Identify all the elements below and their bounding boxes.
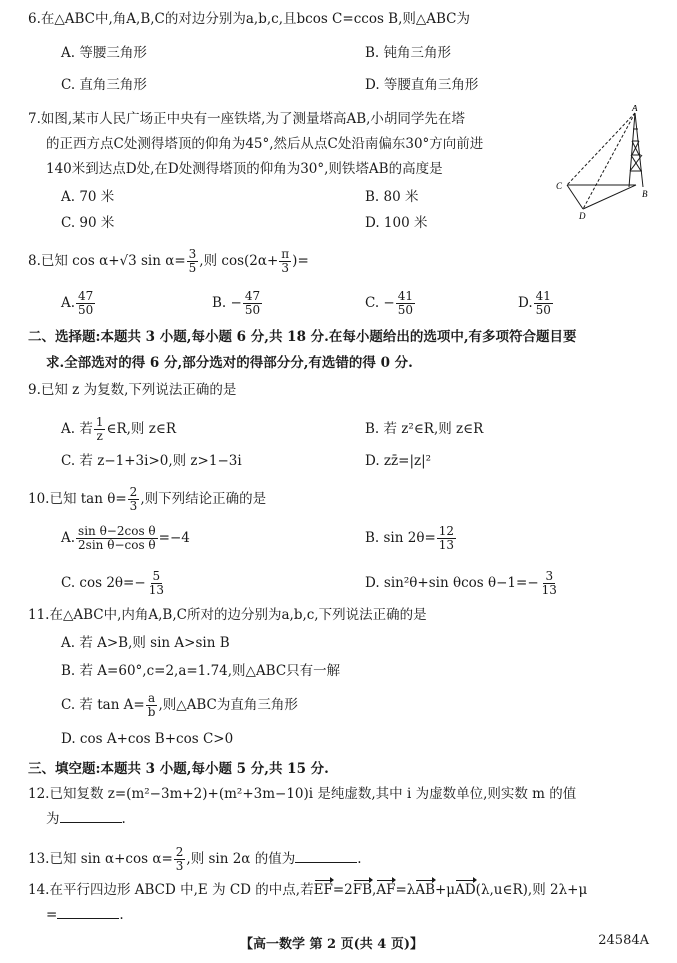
label-c: C [556,181,563,191]
q7-option-a: A. 70 米 [61,189,115,205]
q10-den: 3 [129,499,138,513]
q12-post: . [121,811,126,827]
section-2-line-2: 求.全部选对的得 6 分,部分选对的得部分分,有选错的得 0 分. [46,355,413,371]
q6-option-b: B. 钝角三角形 [365,45,452,61]
q13-num: 2 [175,845,184,859]
q8-option-c [365,290,416,317]
q8-stem [28,248,309,275]
q6-option-d: D. 等腰直角三角形 [365,77,479,93]
q11-option-c [61,692,298,719]
q8-b-num: 47 [244,289,261,303]
q8-b-pre: B. − [212,295,242,311]
q10-a-num: sin θ−2cos θ [78,524,156,538]
q13-stem [28,846,362,873]
q10-a-den: 2sin θ−cos θ [78,538,156,552]
q13-answer-blank [295,850,357,863]
q9-a-pre: A. 若 [61,421,93,437]
q9-option-a [61,416,176,443]
q10-a-post: =−4 [158,530,190,546]
q10-a-pre: A. [61,530,76,546]
q10-d-num: 3 [545,569,554,583]
q8-given-num: 3 [188,247,197,261]
q10-post: ,则下列结论正确的是 [140,491,267,507]
section-2-line-1: 二、选择题:本题共 3 小题,每小题 6 分,共 18 分.在每小题给出的选项中,有多项符合题目要 [28,329,577,345]
q9-a-den: z [96,429,103,443]
vector-fb: FB [352,882,373,898]
q10-c-num: 5 [152,569,161,583]
q9-option-b: B. 若 z²∈R,则 z∈R [365,421,484,437]
q8-c-num: 41 [397,289,414,303]
q10-b-pre: B. sin 2θ= [365,530,436,546]
q8-given-fraction [187,248,199,275]
q12-answer-blank [60,810,122,823]
label-b: B [642,189,648,199]
q8-d-pre: D. [518,295,533,311]
q10-option-d [365,570,560,597]
q8-c-pre: C. − [365,295,395,311]
q14-pre: 14.在平行四边形 ABCD 中,E 为 CD 的中点,若 [28,882,314,898]
q14-post: (λ,u∈R),则 2λ+μ [475,882,588,898]
q10-d-den: 13 [541,583,557,597]
footer-page-info: 【高一数学 第 2 页(共 4 页)】 [240,937,424,952]
footer-exam-code: 24584A [598,933,649,948]
q8-option-d [518,290,554,317]
q7-line-3: 140米到达点D处,在D处测得塔顶的仰角为30°,则铁塔AB的高度是 [46,161,443,177]
q9-stem: 9.已知 z 为复数,下列说法正确的是 [28,382,237,398]
q12-pre: 为 [46,811,60,827]
q8-pre: 8.已知 cos α+√3 sin α= [28,253,186,269]
q14-line-2 [46,906,124,924]
q8-pi-fraction [279,248,291,275]
q10-option-a [61,525,190,552]
q10-c-pre: C. cos 2θ=− [61,575,146,591]
q11-c-den: b [147,705,156,719]
q10-num: 2 [129,485,138,499]
q6-option-a: A. 等腰三角形 [61,45,147,61]
q9-a-num: 1 [95,415,104,429]
q11-option-b: B. 若 A=60°,c=2,a=1.74,则△ABC只有一解 [61,663,341,679]
q13-pre: 13.已知 sin α+cos α= [28,851,173,867]
tower-figure [553,105,665,220]
q10-b-num: 12 [438,524,455,538]
q14-line2-post: . [119,907,124,923]
q8-pi-den: 3 [281,261,290,275]
q7-option-c: C. 90 米 [61,215,115,231]
vector-af: AF [376,882,396,898]
q6-stem: 6.在△ABC中,角A,B,C的对边分别为a,b,c,且bcos C=ccos B,则△ABC为 [28,11,471,27]
q10-stem [28,486,266,513]
q8-a-pre: A. [61,295,76,311]
label-d: D [579,211,586,220]
q14-line-1 [28,881,587,899]
vector-ef: EF [313,882,333,898]
q7-line-2: 的正西方点C处测得塔顶的仰角为45°,然后从点C处沿南偏东30°方向前进 [46,136,484,152]
q8-a-den: 50 [78,303,94,317]
q12-line-1: 12.已知复数 z=(m²−3m+2)+(m²+3m−10)i 是纯虚数,其中 i 为虚数单位,则实数 m 的值 [28,786,577,802]
q8-a-num: 47 [78,289,94,303]
q11-option-d: D. cos A+cos B+cos C>0 [61,731,234,747]
q10-b-den: 13 [438,538,455,552]
q14-plus: +μ [435,882,456,898]
q7-option-d: D. 100 米 [365,215,428,231]
q9-option-d: D. zz̄=|z|² [365,453,432,469]
q6-option-c: C. 直角三角形 [61,77,147,93]
q11-c-num: a [148,691,156,705]
q8-d-den: 50 [535,303,551,317]
q7-option-b: B. 80 米 [365,189,419,205]
q11-option-a: A. 若 A>B,则 sin A>sin B [61,635,230,651]
q11-c-pre: C. 若 tan A= [61,697,145,713]
vector-ab: AB [415,882,435,898]
q8-given-den: 5 [188,261,197,275]
q9-a-post: ∈R,则 z∈R [106,421,176,437]
q9-option-c: C. 若 z−1+3i>0,则 z>1−3i [61,453,242,469]
section-3-heading: 三、填空题:本题共 3 小题,每小题 5 分,共 15 分. [28,761,329,777]
q7-line-1: 7.如图,某市人民广场正中央有一座铁塔,为了测量塔高AB,小胡同学先在塔 [28,111,465,127]
q11-c-post: ,则△ABC为直角三角形 [158,697,298,713]
q14-eq2: =λ [395,882,416,898]
q14-comma: , [372,882,377,898]
q13-den: 3 [175,859,184,873]
q10-c-den: 13 [148,583,164,597]
q8-post: )= [292,253,309,269]
q14-eq1: =2 [332,882,353,898]
q10-option-b [365,525,457,552]
q8-c-den: 50 [397,303,414,317]
q12-line-2 [46,810,126,828]
q8-b-den: 50 [244,303,261,317]
q8-pi-num: π [281,247,290,261]
q8-option-a [61,290,96,317]
q10-pre: 10.已知 tan θ= [28,491,127,507]
q10-option-c [61,570,167,597]
vector-ad: AD [455,882,476,898]
q13-mid: ,则 sin 2α 的值为 [186,851,296,867]
q13-post: . [357,851,362,867]
q11-stem: 11.在△ABC中,内角A,B,C所对的边分别为a,b,c,下列说法正确的是 [28,607,427,623]
q10-d-pre: D. sin²θ+sin θcos θ−1=− [365,575,539,591]
q14-answer-blank [57,906,119,919]
label-a: A [632,105,638,113]
q8-option-b [212,290,263,317]
q8-d-num: 41 [535,289,551,303]
q8-mid: ,则 cos(2α+ [199,253,279,269]
q14-line2-pre: = [46,907,58,923]
